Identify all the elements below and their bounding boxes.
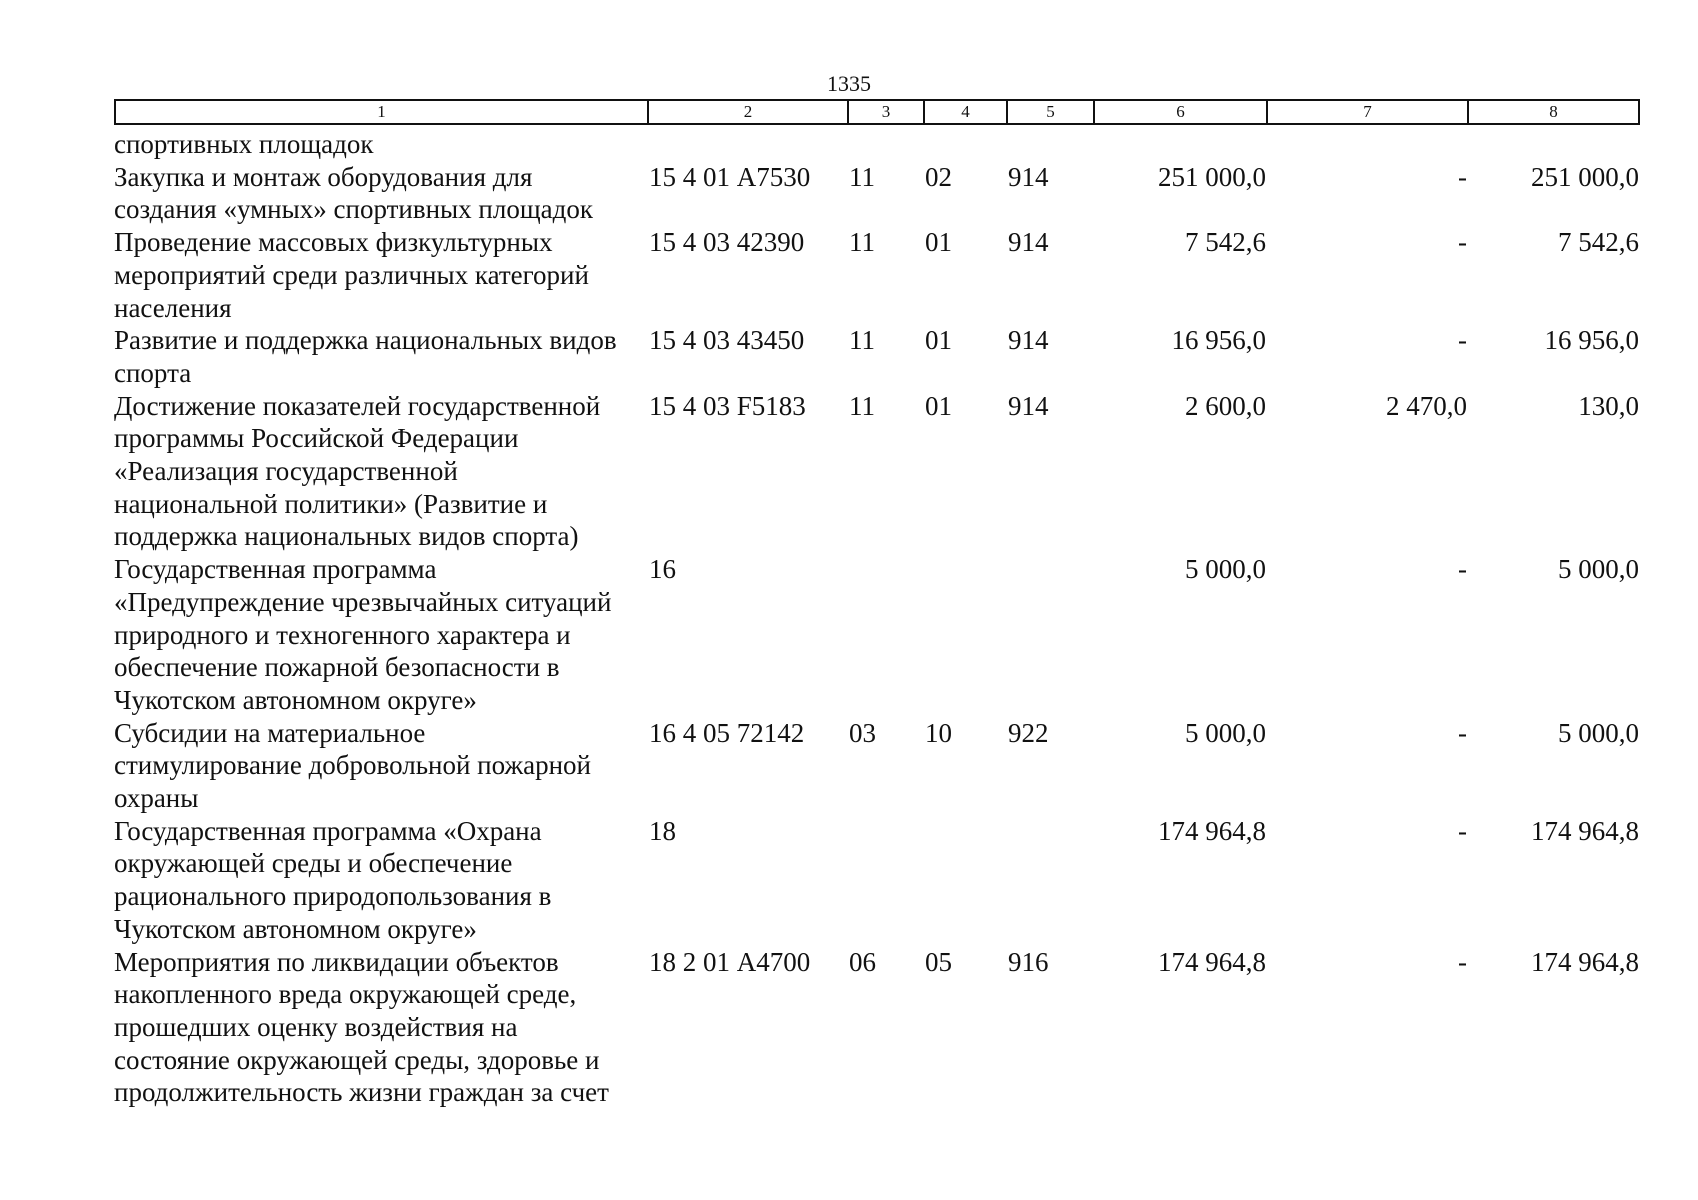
row-col-4: 10 (925, 717, 952, 748)
row-col-8: 174 964,8 (1531, 815, 1639, 846)
row-col-8: 5 000,0 (1558, 554, 1639, 585)
row-col-5: 914 (1008, 227, 1049, 258)
row-col-6: 174 964,8 (1158, 815, 1266, 846)
row-col-7: - (1458, 554, 1467, 585)
header-col-4: 4 (924, 100, 1007, 124)
row-col-6: 251 000,0 (1158, 161, 1266, 192)
row-code: 15 4 03 43450 (649, 325, 805, 356)
row-code: 18 2 01 А4700 (649, 946, 811, 977)
row-code: 16 4 05 72142 (649, 717, 805, 748)
row-col-5: 914 (1008, 325, 1049, 356)
row-col-4: 01 (925, 390, 952, 421)
row-name: Мероприятия по ликвидации объектов накопленного вреда окружающей среде, прошедших оценку воздействия на состояние окружающей среды, здоровье и продолжительность жизни граждан за счет (114, 946, 609, 1108)
row-name: Субсидии на материальное стимулирование добровольной пожарной охраны (114, 717, 591, 814)
table-row (114, 717, 1638, 815)
row-col-8: 5 000,0 (1558, 717, 1639, 748)
row-code: 15 4 01 А7530 (649, 161, 811, 192)
row-col-3: 11 (849, 390, 875, 421)
row-code: 15 4 03 42390 (649, 227, 805, 258)
table-body (114, 128, 1638, 1109)
row-col-3: 03 (849, 717, 876, 748)
row-col-7: 2 470,0 (1386, 390, 1467, 421)
row-col-8: 174 964,8 (1531, 946, 1639, 977)
row-name: Проведение массовых физкультурных мероприятий среди различных категорий населения (114, 227, 589, 323)
row-col-8: 7 542,6 (1558, 227, 1639, 258)
row-col-5: 914 (1008, 161, 1049, 192)
header-row (115, 100, 1639, 124)
row-col-4: 02 (925, 161, 952, 192)
row-col-7: - (1458, 815, 1467, 846)
row-col-5: 922 (1008, 717, 1049, 748)
row-col-6: 5 000,0 (1185, 717, 1266, 748)
row-code: 18 (649, 815, 676, 846)
header-col-2: 2 (648, 100, 848, 124)
row-name: Закупка и монтаж оборудования для создания «умных» спортивных площадок (114, 161, 593, 225)
row-col-7: - (1458, 227, 1467, 258)
row-name: Развитие и поддержка национальных видов спорта (114, 325, 617, 388)
table-row (114, 128, 1638, 161)
row-col-4: 01 (925, 227, 952, 258)
column-number-header (114, 99, 1640, 125)
row-code: 16 (649, 554, 676, 585)
header-col-6: 6 (1094, 100, 1267, 124)
row-col-6: 174 964,8 (1158, 946, 1266, 977)
row-col-6: 2 600,0 (1185, 390, 1266, 421)
header-col-5: 5 (1007, 100, 1094, 124)
row-col-5: 914 (1008, 390, 1049, 421)
row-name: Государственная программа «Предупреждение чрезвычайных ситуаций природного и техногенного характера и обеспечение пожарной безопасности в Чукотском автономном округе» (114, 554, 612, 715)
row-col-3: 11 (849, 227, 875, 258)
table-row (114, 553, 1638, 717)
row-name: спортивных площадок (114, 129, 374, 159)
table-row (114, 324, 1638, 389)
table-row (114, 390, 1638, 554)
header-col-8: 8 (1468, 100, 1639, 124)
row-col-7: - (1458, 325, 1467, 356)
header-col-7: 7 (1267, 100, 1468, 124)
row-col-5: 916 (1008, 946, 1049, 977)
row-name: Государственная программа «Охрана окружающей среды и обеспечение рационального природопользования в Чукотском автономном округе» (114, 815, 552, 944)
header-col-3: 3 (848, 100, 924, 124)
table-row (114, 226, 1638, 324)
row-col-8: 16 956,0 (1544, 325, 1639, 356)
row-col-8: 130,0 (1578, 390, 1639, 421)
row-col-4: 05 (925, 946, 952, 977)
table-row (114, 946, 1638, 1110)
header-col-1: 1 (115, 100, 648, 124)
row-name: Достижение показателей государственной программы Российской Федерации «Реализация государственной национальной политики» (Развитие и поддержка национальных видов спорта) (114, 390, 601, 552)
row-col-7: - (1458, 161, 1467, 192)
row-col-3: 06 (849, 946, 876, 977)
row-col-3: 11 (849, 325, 875, 356)
row-code: 15 4 03 F5183 (649, 390, 806, 421)
row-col-7: - (1458, 946, 1467, 977)
table-row (114, 161, 1638, 226)
row-col-6: 5 000,0 (1185, 554, 1266, 585)
row-col-8: 251 000,0 (1531, 161, 1639, 192)
row-col-3: 11 (849, 161, 875, 192)
table-row (114, 815, 1638, 946)
page-number: 1335 (827, 71, 871, 96)
row-col-7: - (1458, 717, 1467, 748)
row-col-6: 16 956,0 (1171, 325, 1266, 356)
row-col-6: 7 542,6 (1185, 227, 1266, 258)
row-col-4: 01 (925, 325, 952, 356)
